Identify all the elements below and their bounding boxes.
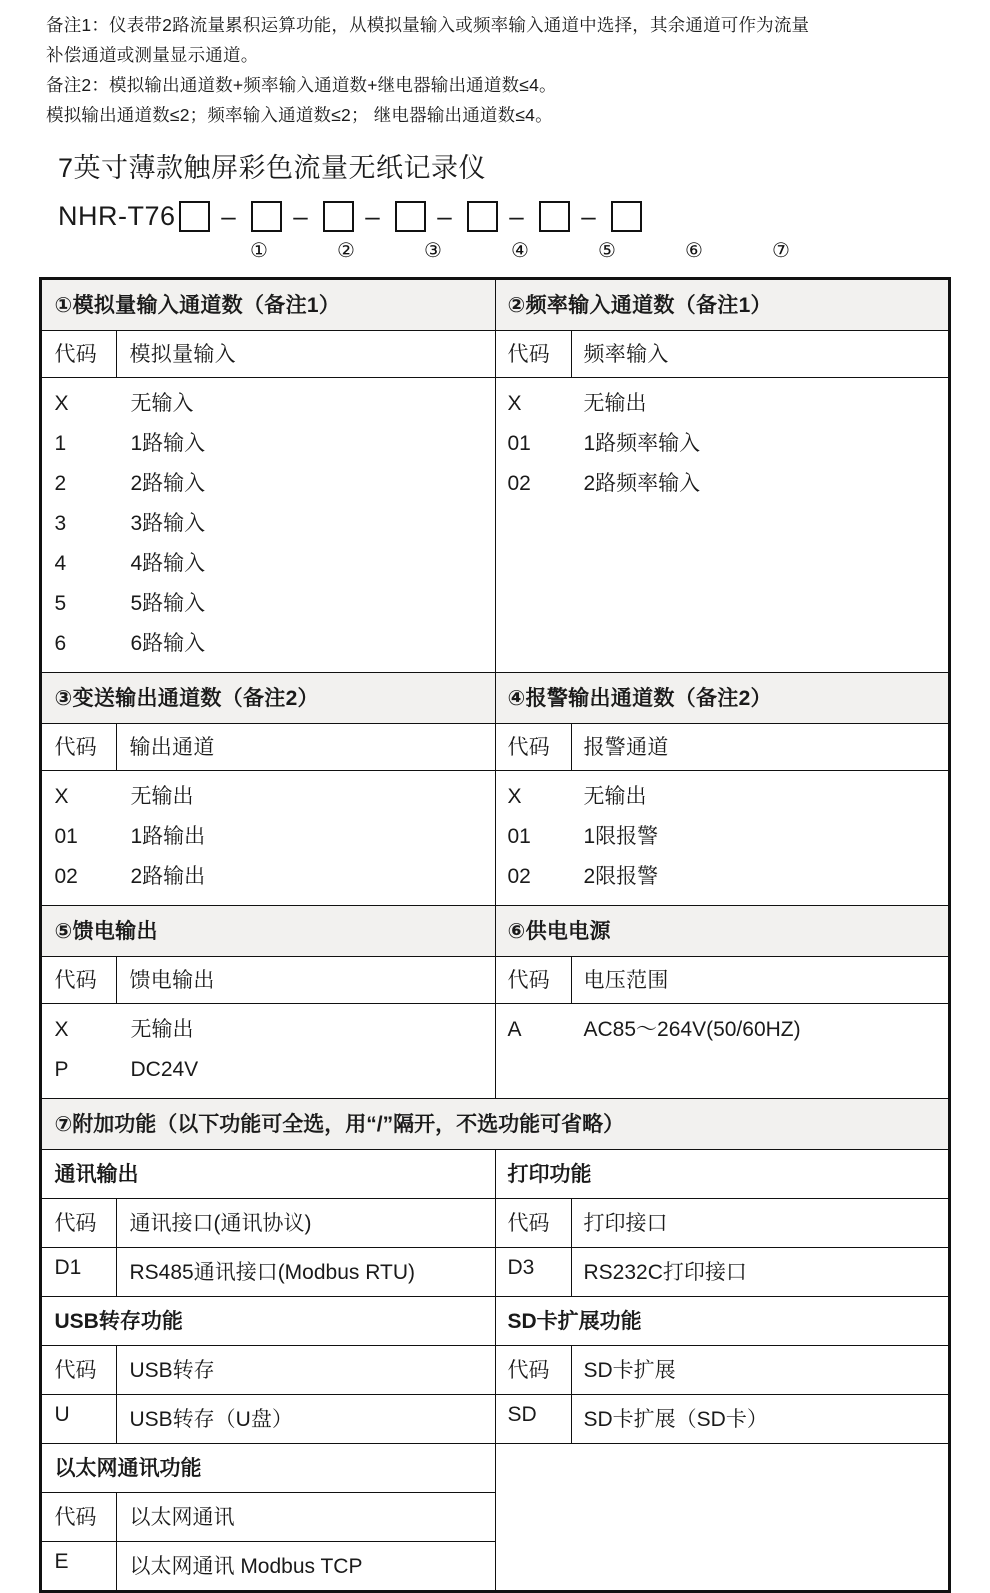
section-2-header: ②频率输入通道数（备注1）: [495, 279, 949, 331]
table-row: [41, 957, 949, 1004]
group-1-right-text: RS232C打印接口: [571, 1248, 949, 1297]
model-dash-1: –: [221, 200, 236, 231]
code: 01: [54, 825, 78, 848]
group-1-left-desc-head: 通讯接口(通讯协议): [117, 1199, 495, 1248]
list-item: [496, 1010, 948, 1050]
desc: 无输出: [130, 785, 194, 808]
section-1-code-head: 代码: [41, 331, 117, 378]
code: X: [507, 392, 522, 415]
section-3-rows: [41, 771, 495, 906]
desc: 1限报警: [583, 825, 659, 848]
group-2-left-code: U: [41, 1395, 117, 1444]
section-5-code-head: 代码: [41, 957, 117, 1004]
marker-2: ②: [337, 240, 355, 262]
table-row: [41, 1248, 949, 1297]
table-row: [41, 1004, 949, 1099]
list-item: [42, 817, 494, 857]
group-2-left-title: USB转存功能: [41, 1297, 495, 1346]
table-row: [41, 771, 949, 906]
code: A: [507, 1018, 522, 1041]
code: 6: [54, 632, 67, 655]
desc: [572, 1050, 948, 1090]
group-3-left-title: 以太网通讯功能: [41, 1444, 495, 1493]
desc: 1路频率输入: [583, 432, 701, 455]
list-item-spacer: [496, 1050, 948, 1090]
model-box-7: [611, 201, 642, 232]
desc: DC24V: [130, 1058, 199, 1081]
note-line-3: 备注2：模拟输出通道数+频率输入通道数+继电器输出通道数≤4。: [46, 75, 557, 95]
desc: 5路输入: [130, 592, 206, 615]
model-dash-4: –: [437, 200, 452, 231]
group-2-right-text: SD卡扩展（SD卡）: [571, 1395, 949, 1444]
code: 02: [54, 865, 78, 888]
section-4-rows: [495, 771, 949, 906]
table-row: [41, 1297, 949, 1346]
code: 1: [54, 432, 67, 455]
model-box-5: [467, 201, 498, 232]
group-2-right-code: SD: [495, 1395, 571, 1444]
spec-table: [39, 277, 950, 1593]
list-item: [496, 817, 948, 857]
desc: 无输出: [583, 785, 647, 808]
desc: 2路输入: [130, 472, 206, 495]
model-marker-row: [58, 238, 990, 263]
desc: 2路输出: [130, 865, 206, 888]
code: 2: [54, 472, 67, 495]
code: 3: [54, 512, 67, 535]
list-item: [496, 384, 948, 424]
section-5-rows: [41, 1004, 495, 1099]
list-item: [42, 504, 494, 544]
marker-3: ③: [424, 240, 442, 262]
model-dash-3: –: [365, 200, 380, 231]
group-2-left-text: USB转存（U盘）: [117, 1395, 495, 1444]
group-1-left-title: 通讯输出: [41, 1150, 495, 1199]
model-box-3: [323, 201, 354, 232]
list-item: [496, 424, 948, 464]
group-3-left-desc-head: 以太网通讯: [117, 1493, 495, 1542]
list-item: [42, 424, 494, 464]
section-2-desc-head: 频率输入: [571, 331, 949, 378]
code: P: [54, 1058, 69, 1081]
desc: 2路频率输入: [583, 472, 701, 495]
group-2-right-title: SD卡扩展功能: [495, 1297, 949, 1346]
code: X: [54, 785, 69, 808]
section-6-rows: [495, 1004, 949, 1099]
list-item: [42, 777, 494, 817]
marker-6: ⑥: [685, 240, 703, 262]
section-5-header: ⑤馈电输出: [41, 906, 495, 957]
table-row: [41, 1150, 949, 1199]
model-dash-5: –: [509, 200, 524, 231]
desc: 无输出: [130, 1018, 194, 1041]
table-row: [41, 1199, 949, 1248]
desc: 1路输入: [130, 432, 206, 455]
list-item: [42, 624, 494, 664]
page-title: 7英寸薄款触屏彩色流量无纸记录仪: [58, 153, 487, 183]
list-item: [496, 464, 948, 504]
table-row: [41, 1346, 949, 1395]
section-2-code-head: 代码: [495, 331, 571, 378]
group-1-right-code: D3: [495, 1248, 571, 1297]
model-box-2: [251, 201, 282, 232]
section-4-desc-head: 报警通道: [571, 724, 949, 771]
section-6-code-head: 代码: [495, 957, 571, 1004]
code: 01: [507, 432, 531, 455]
section-2-rows: [495, 378, 949, 673]
code: 4: [54, 552, 67, 575]
desc: 3路输入: [130, 512, 206, 535]
list-item: [42, 584, 494, 624]
marker-5: ⑤: [598, 240, 616, 262]
section-6-header: ⑥供电电源: [495, 906, 949, 957]
table-row: [41, 331, 949, 378]
desc: 无输出: [583, 392, 647, 415]
list-item: [496, 857, 948, 897]
code: 02: [507, 865, 531, 888]
marker-7: ⑦: [772, 240, 790, 262]
group-1-right-title: 打印功能: [495, 1150, 949, 1199]
section-5-desc-head: 馈电输出: [117, 957, 495, 1004]
list-item: [42, 857, 494, 897]
table-row: [41, 1444, 949, 1493]
section-7-header: ⑦附加功能（以下功能可全选，用“/”隔开，不选功能可省略）: [41, 1099, 949, 1150]
table-row: [41, 673, 949, 724]
group-3-left-code: E: [41, 1542, 117, 1592]
desc: 1路输出: [130, 825, 206, 848]
group-1-left-text: RS485通讯接口(Modbus RTU): [117, 1248, 495, 1297]
group-1-right-desc-head: 打印接口: [571, 1199, 949, 1248]
group-2-right-desc-head: SD卡扩展: [571, 1346, 949, 1395]
group-3-empty-cell: [495, 1444, 949, 1592]
list-item: [42, 1050, 494, 1090]
list-item: [42, 544, 494, 584]
table-row: [41, 378, 949, 673]
group-1-right-code-head: 代码: [495, 1199, 571, 1248]
note-line-4: 模拟输出通道数≤2；频率输入通道数≤2； 继电器输出通道数≤4。: [46, 105, 553, 125]
model-code-row: [58, 196, 990, 236]
desc: 6路输入: [130, 632, 206, 655]
code: X: [507, 785, 522, 808]
group-1-left-code-head: 代码: [41, 1199, 117, 1248]
section-4-header: ④报警输出通道数（备注2）: [495, 673, 949, 724]
group-2-left-code-head: 代码: [41, 1346, 117, 1395]
group-1-left-code: D1: [41, 1248, 117, 1297]
section-6-desc-head: 电压范围: [571, 957, 949, 1004]
code: X: [54, 392, 69, 415]
marker-1: ①: [250, 240, 268, 262]
note-line-1: 备注1：仪表带2路流量累积运算功能，从模拟量输入或频率输入通道中选择，其余通道可作为流量: [46, 15, 810, 35]
model-prefix: NHR-T76: [58, 200, 176, 231]
table-row: [41, 724, 949, 771]
list-item: [42, 384, 494, 424]
code: 5: [54, 592, 67, 615]
code: 01: [507, 825, 531, 848]
section-4-code-head: 代码: [495, 724, 571, 771]
group-2-left-desc-head: USB转存: [117, 1346, 495, 1395]
table-row: [41, 1099, 949, 1150]
list-item: [496, 777, 948, 817]
group-2-right-code-head: 代码: [495, 1346, 571, 1395]
note-line-2: 补偿通道或测量显示通道。: [46, 45, 259, 65]
section-3-code-head: 代码: [41, 724, 117, 771]
code: 02: [507, 472, 531, 495]
section-3-header: ③变送输出通道数（备注2）: [41, 673, 495, 724]
desc: AC85～264V(50/60HZ): [583, 1018, 801, 1041]
desc: 无输入: [130, 392, 194, 415]
section-1-rows: [41, 378, 495, 673]
model-box-1: [179, 201, 210, 232]
model-dash-6: –: [581, 200, 596, 231]
notes-block: [0, 0, 990, 130]
table-row: [41, 906, 949, 957]
table-row: [41, 1395, 949, 1444]
list-item: [42, 1010, 494, 1050]
model-box-6: [539, 201, 570, 232]
desc: 2限报警: [583, 865, 659, 888]
table-row: [41, 279, 949, 331]
section-3-desc-head: 输出通道: [117, 724, 495, 771]
desc: 4路输入: [130, 552, 206, 575]
code: [496, 1050, 572, 1090]
title-block: [0, 148, 990, 263]
group-3-left-text: 以太网通讯 Modbus TCP: [117, 1542, 495, 1592]
model-box-4: [395, 201, 426, 232]
marker-4: ④: [511, 240, 529, 262]
code: X: [54, 1018, 69, 1041]
model-dash-2: –: [293, 200, 308, 231]
section-1-header: ①模拟量输入通道数（备注1）: [41, 279, 495, 331]
group-3-left-code-head: 代码: [41, 1493, 117, 1542]
list-item: [42, 464, 494, 504]
section-1-desc-head: 模拟量输入: [117, 331, 495, 378]
